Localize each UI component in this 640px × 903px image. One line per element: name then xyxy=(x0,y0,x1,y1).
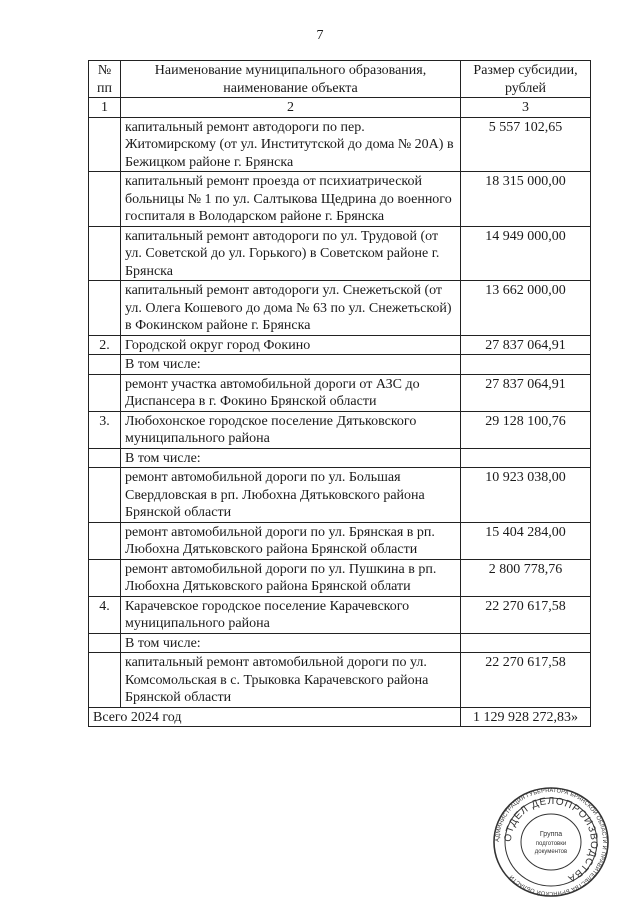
object-name: В том числе: xyxy=(121,633,461,653)
header-amount: Размер субсидии, рублей xyxy=(461,61,591,98)
stamp-center-line: документов xyxy=(534,849,568,855)
header-num: № пп xyxy=(89,61,121,98)
object-name: ремонт автомобильной дороги по ул. Брянская в рп. Любохна Дятьковского района Брянской области xyxy=(121,522,461,559)
subsidy-amount: 5 557 102,65 xyxy=(461,117,591,172)
subsidy-amount: 18 315 000,00 xyxy=(461,172,591,227)
subsidy-amount: 15 404 284,00 xyxy=(461,522,591,559)
object-name: В том числе: xyxy=(121,355,461,375)
row-number xyxy=(89,172,121,227)
subsidy-amount: 27 837 064,91 xyxy=(461,374,591,411)
total-row xyxy=(89,707,591,727)
table-row xyxy=(89,226,591,281)
row-number: 4. xyxy=(89,596,121,633)
subsidy-amount: 22 270 617,58 xyxy=(461,653,591,708)
table-row xyxy=(89,374,591,411)
row-number xyxy=(89,374,121,411)
total-label: Всего 2024 год xyxy=(89,707,461,727)
stamp-outer-text: АДМИНИСТРАЦИЯ ГУБЕРНАТОРА БРЯНСКОЙ ОБЛАСТИ И ПРАВИТЕЛЬСТВА БРЯНСКОЙ ОБЛАСТИ xyxy=(494,787,608,897)
table-row xyxy=(89,633,591,653)
row-number xyxy=(89,355,121,375)
table-row xyxy=(89,335,591,355)
column-numbers-row xyxy=(89,98,591,118)
subsidy-amount: 29 128 100,76 xyxy=(461,411,591,448)
subsidy-amount: 27 837 064,91 xyxy=(461,335,591,355)
object-name: капитальный ремонт автодороги ул. Снежетьской (от ул. Олега Кошевого до дома № 63 по ул. Снежетьской) в Фокинском районе г. Брянска xyxy=(121,281,461,336)
total-amount: 1 129 928 272,83» xyxy=(461,707,591,727)
table-header-row xyxy=(89,61,591,98)
table-row xyxy=(89,653,591,708)
column-number: 1 xyxy=(89,98,121,118)
row-number xyxy=(89,117,121,172)
column-number: 3 xyxy=(461,98,591,118)
row-number xyxy=(89,522,121,559)
header-name: Наименование муниципального образования, наименование объекта xyxy=(121,61,461,98)
page-number: 7 xyxy=(316,28,324,43)
table-row xyxy=(89,172,591,227)
row-number: 3. xyxy=(89,411,121,448)
table-row xyxy=(89,411,591,448)
stamp-middle-text: ОТДЕЛ ДЕЛОПРОИЗВОДСТВА xyxy=(502,795,600,885)
object-name: ремонт автомобильной дороги по ул. Пушкина в рп. Любохна Дятьковского района Брянской облати xyxy=(121,559,461,596)
subsidy-amount: 2 800 778,76 xyxy=(461,559,591,596)
row-number xyxy=(89,448,121,468)
row-number: 2. xyxy=(89,335,121,355)
stamp-center-line: подготовки xyxy=(535,841,567,847)
department-stamp xyxy=(492,786,610,898)
object-name: капитальный ремонт автодороги по пер. Житомирскому (от ул. Институтской до дома № 20А) в Бежицком районе г. Брянска xyxy=(121,117,461,172)
table-row xyxy=(89,117,591,172)
subsidy-amount: 13 662 000,00 xyxy=(461,281,591,336)
table-row xyxy=(89,596,591,633)
row-number xyxy=(89,226,121,281)
object-name: ремонт автомобильной дороги по ул. Большая Свердловская в рп. Любохна Дятьковского района Брянской области xyxy=(121,468,461,523)
stamp-center-line: Группа xyxy=(539,831,563,838)
row-number xyxy=(89,633,121,653)
object-name: ремонт участка автомобильной дороги от АЗС до Диспансера в г. Фокино Брянской области xyxy=(121,374,461,411)
row-number xyxy=(89,281,121,336)
subsidy-amount: 22 270 617,58 xyxy=(461,596,591,633)
row-number xyxy=(89,653,121,708)
table-row xyxy=(89,559,591,596)
subsidy-amount xyxy=(461,633,591,653)
object-name: Карачевское городское поселение Карачевского муниципального района xyxy=(121,596,461,633)
table-row xyxy=(89,468,591,523)
row-number xyxy=(89,559,121,596)
table-row xyxy=(89,448,591,468)
subsidy-table xyxy=(88,60,591,727)
subsidy-amount: 10 923 038,00 xyxy=(461,468,591,523)
object-name: В том числе: xyxy=(121,448,461,468)
object-name: капитальный ремонт автодороги по ул. Трудовой (от ул. Советской до ул. Горького) в Советском районе г. Брянска xyxy=(121,226,461,281)
column-number: 2 xyxy=(121,98,461,118)
object-name: капитальный ремонт автомобильной дороги по ул. Комсомольская в с. Трыковка Карачевского района Брянской области xyxy=(121,653,461,708)
object-name: капитальный ремонт проезда от психиатрической больницы № 1 по ул. Салтыкова Щедрина до военного госпиталя в Володарском районе г. Брянска xyxy=(121,172,461,227)
subsidy-amount xyxy=(461,448,591,468)
object-name: Любохонское городское поселение Дятьковского муниципального района xyxy=(121,411,461,448)
table-row xyxy=(89,281,591,336)
subsidy-amount xyxy=(461,355,591,375)
object-name: Городской округ город Фокино xyxy=(121,335,461,355)
subsidy-amount: 14 949 000,00 xyxy=(461,226,591,281)
table-row xyxy=(89,522,591,559)
table-row xyxy=(89,355,591,375)
row-number xyxy=(89,468,121,523)
